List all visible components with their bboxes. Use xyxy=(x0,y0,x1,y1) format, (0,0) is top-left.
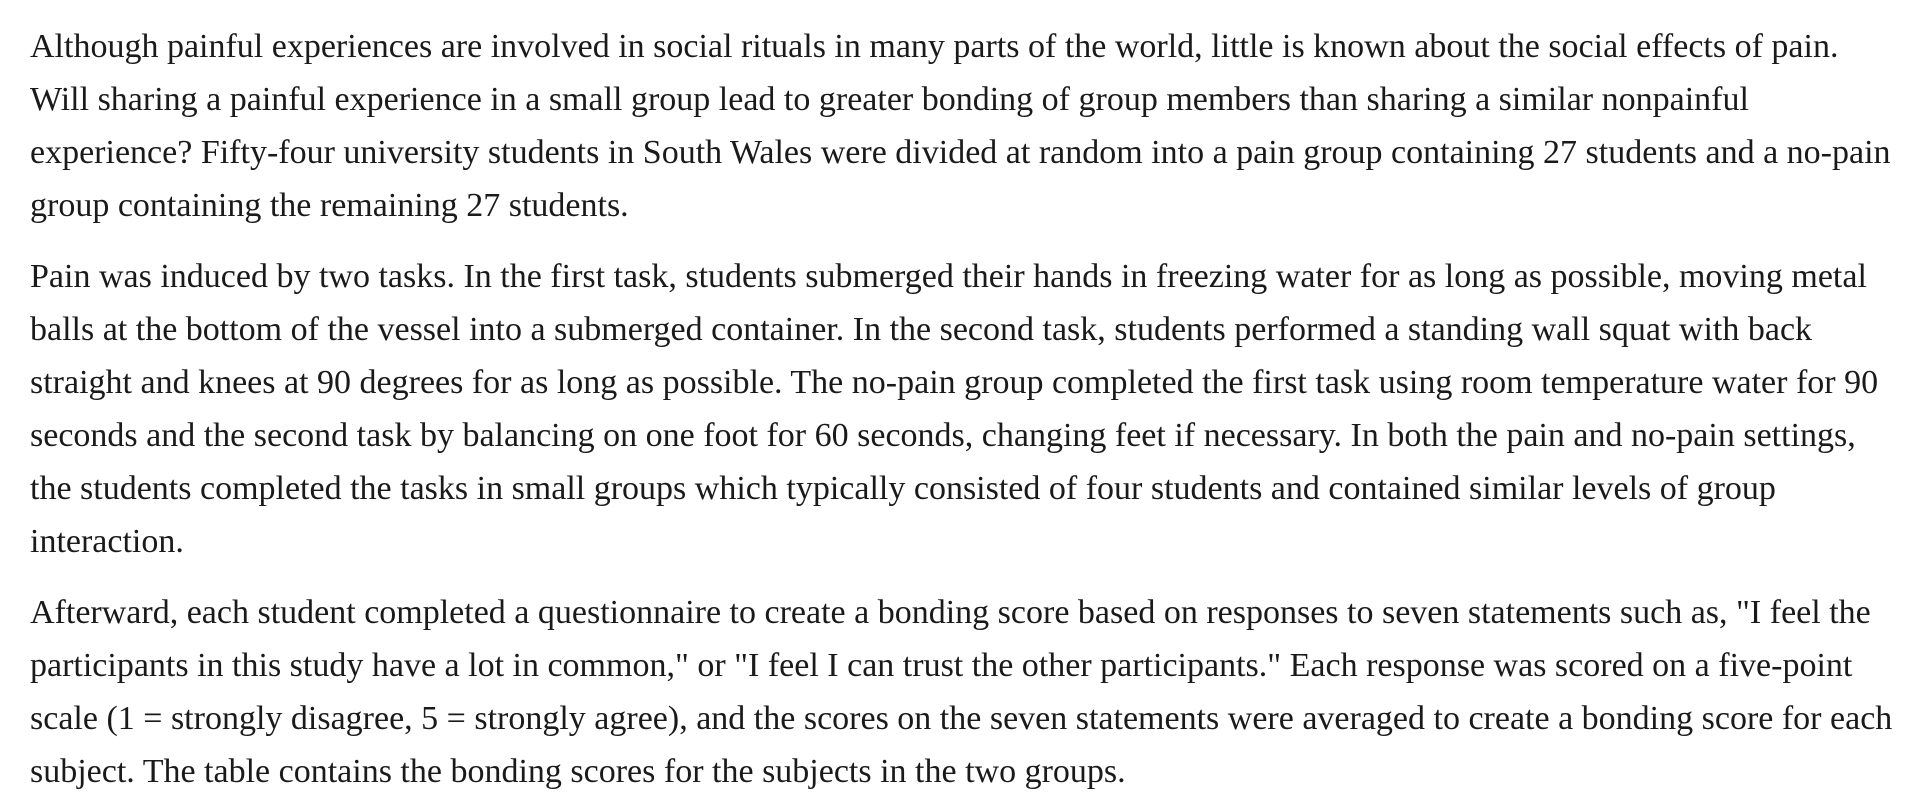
paragraph-intro: Although painful experiences are involved in social rituals in many parts of the world, little is known about the social effects of pain. Will sharing a painful experience in a small group lead to greater bonding of group members than sharing a similar nonpainful experience? Fifty-four university students in South Wales were divided at random into a pain group containing 27 students and a no-pain group containing the remaining 27 students. xyxy=(30,28,1891,224)
paragraph-scoring: Afterward, each student completed a questionnaire to create a bonding score based on responses to seven statements such as, "I feel the participants in this study have a lot in common," or "I feel I can trust the other participants." Each response was scored on a five-point scale (1 = strongly disagree, 5 = strongly agree), and the scores on the seven statements were averaged to create a bonding score for each subject. The table contains the bonding scores for the subjects in the two groups. xyxy=(30,594,1893,790)
paragraph-procedure: Pain was induced by two tasks. In the first task, students submerged their hands in freezing water for as long as possible, moving metal balls at the bottom of the vessel into a submerged container. In the second task, students performed a standing wall squat with back straight and knees at 90 degrees for as long as possible. The no-pain group completed the first task using room temperature water for 90 seconds and the second task by balancing on one foot for 60 seconds, changing feet if necessary. In both the pain and no-pain settings, the students completed the tasks in small groups which typically consisted of four students and contained similar levels of group interaction. xyxy=(30,258,1879,560)
